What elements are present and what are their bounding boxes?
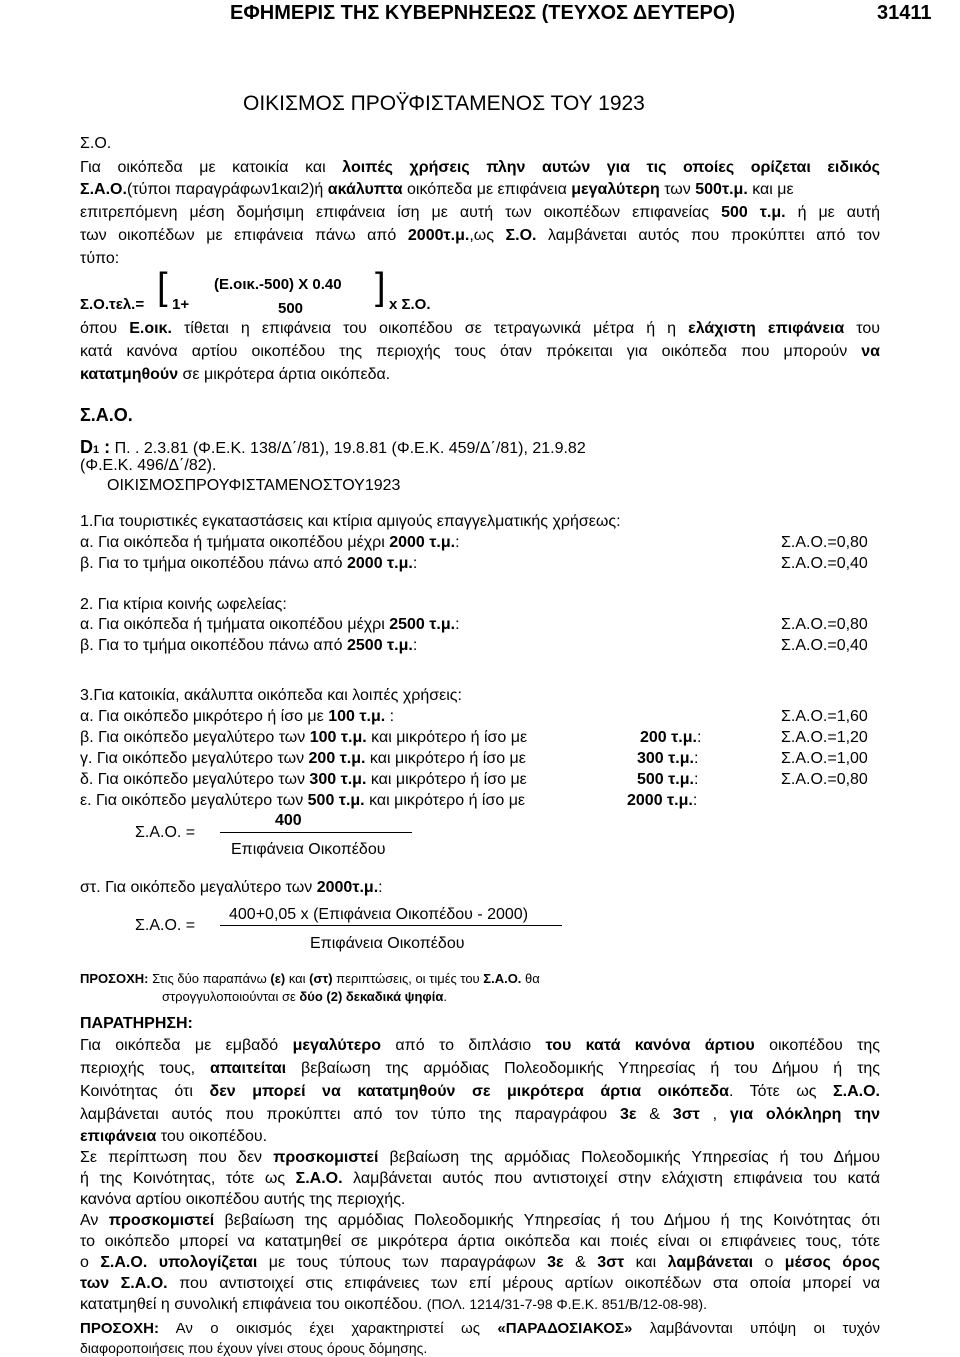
text: λαμβάνονται υπόψη οι τυχόν [632, 1320, 880, 1337]
subtitle: ΟΙΚΙΣΜΟΣΠΡΟΥΦΙΣΤΑΜΕΝΟΣΤΟΥ1923 [107, 477, 401, 494]
value: Σ.Α.Ο.=1,60 [781, 708, 868, 725]
fraction-line [220, 925, 562, 926]
text: Στις δύο παραπάνω [148, 971, 271, 986]
reference-line [80, 437, 586, 458]
text: κατά κανόνα αρτίου οικοπέδου της περιοχής τους όταν πρόκειται για οικόπεδα που μπορούν [80, 343, 862, 360]
text: και μικρότερο ή ίσο με [366, 771, 527, 788]
text: : [455, 616, 460, 633]
text: Π. . 2.3.81 (Φ.Ε.Κ. 138/Δ΄/81), 19.8.81 (Φ.Ε.Κ. 459/Δ΄/81), 21.9.82 [110, 440, 586, 457]
text-bold: Σ.Ο. [505, 227, 537, 244]
text: Αν ο οικισμός έχει χαρακτηριστεί ως [159, 1320, 498, 1337]
reference-line: (Φ.Ε.Κ. 496/Δ΄/82). [80, 457, 217, 474]
list-item [80, 879, 383, 897]
text: στ. Για οικόπεδο μεγαλύτερο των [80, 879, 317, 896]
paragraph-line [80, 1296, 707, 1314]
text-bold: Σ.Α.Ο. [80, 181, 127, 198]
paragraph-line [80, 1083, 880, 1101]
paragraph-line [80, 227, 880, 245]
paragraph-line: το οικόπεδο μπορεί να κατατμηθεί σε μικρότερα άρτια οικόπεδα και ποιές είναι οι επιφάνειες τους, τότε [80, 1233, 880, 1250]
text-bold: Σ.Α.Ο. [483, 971, 522, 986]
note-line [162, 989, 447, 1004]
text: επιτρεπόμενη μέση δομήσιμη επιφάνεια ίση με αυτή των οικοπέδων επιφανείας [80, 204, 722, 221]
list-item [80, 637, 417, 655]
text-bold: 3στ [672, 1106, 700, 1123]
text: & [563, 1254, 598, 1271]
text: ε. Για οικόπεδο μεγαλύτερο των [80, 792, 308, 809]
text: και [624, 1254, 668, 1271]
d-label: D [80, 437, 93, 457]
limit [637, 771, 698, 789]
text: . [443, 989, 447, 1004]
limit-value: 500 [637, 771, 664, 788]
list-item [80, 708, 394, 726]
text: του οικοπέδου. [156, 1128, 268, 1145]
text: περιπτώσεις, οι τιμές του [332, 971, 484, 986]
text-bold: λαμβάνεται [667, 1254, 754, 1271]
text-bold: 100 τ.μ. [309, 729, 367, 746]
text: ο [753, 1254, 785, 1271]
text: Αν [80, 1212, 109, 1229]
text-bold: 2000τ.μ. [407, 227, 470, 244]
paragraph-line [80, 320, 880, 338]
formula-lhs: Σ.Α.Ο. = [135, 917, 196, 934]
text-bold: Σ.Α.Ο. [833, 1083, 880, 1100]
formula-numerator: 400 [275, 812, 302, 829]
limit-value: 2000 [627, 792, 663, 809]
paragraph-line [80, 1170, 880, 1188]
text-bold: Σ.Α.Ο. [295, 1170, 343, 1187]
formula-denominator: 500 [278, 300, 304, 317]
fraction-line [220, 832, 412, 833]
text: οικοπέδου της [754, 1037, 881, 1054]
text: σε μικρότερα άρτια οικόπεδα. [178, 366, 391, 383]
limit-unit: τ.μ. [666, 729, 697, 746]
text: α. Για οικόπεδα ή τμήματα οικοπέδου μέχρι [80, 534, 390, 551]
text-bold: προσκομιστεί [273, 1149, 379, 1166]
d-colon: : [99, 437, 111, 457]
text-bold: προσκομιστεί [108, 1212, 215, 1229]
text: β. Για το τμήμα οικοπέδου πάνω από [80, 637, 347, 654]
text: : [378, 879, 383, 896]
paragraph-line [80, 204, 880, 222]
paragraph-line: κανόνα αρτίου οικοπέδου αυτής της περιοχής. [80, 1191, 406, 1208]
remark-title: ΠΑΡΑΤΗΡΗΣΗ: [80, 1015, 193, 1032]
text-bold: 2000τ.μ. [316, 879, 379, 896]
limit-value: 200 [640, 729, 667, 746]
group-heading: 2. Για κτίρια κοινής ωφελείας: [80, 596, 287, 613]
text: που αντιστοιχεί στις επιφάνειες των επί μέρους αρτίων οικοπέδων στα οποία μπορεί να [167, 1275, 880, 1292]
text: όπου [80, 320, 130, 337]
text: : [412, 637, 418, 654]
text-bold: να [861, 343, 880, 360]
text: ,ως [469, 227, 506, 244]
note-label: ΠΡΟΣΟΧΗ: [80, 971, 149, 986]
group-heading: 3.Για κατοικία, ακάλυπτα οικόπεδα και λοιπές χρήσεις: [80, 687, 462, 704]
text-bold: για ολόκληρη την [729, 1106, 881, 1123]
text: των [659, 181, 696, 198]
text: βεβαίωση της αρμόδιας Πολεοδομικής Υπηρεσίας ή του Δήμου [378, 1149, 881, 1166]
section-label: Σ.Α.Ο. [80, 405, 133, 425]
paragraph-line [80, 159, 880, 177]
text: Σε περίπτωση που δεν [80, 1149, 274, 1166]
limit [627, 792, 697, 810]
text-bold: ελάχιστη επιφάνεια [688, 320, 845, 337]
text: των οικοπέδων με επιφάνεια πάνω από [80, 227, 408, 244]
bracket-open: [ [157, 266, 168, 308]
paragraph-line [80, 366, 390, 384]
text: βεβαίωση της αρμόδιας Πολεοδομικής Υπηρεσίας ή του Δήμου ή της Κοινότητας ότι [214, 1212, 881, 1229]
text: με τους τύπους των παραγράφων [257, 1254, 548, 1271]
text-bold: 2000 τ.μ. [347, 555, 413, 572]
text: δ. Για οικόπεδο μεγαλύτερο των [80, 771, 310, 788]
paragraph-line: τύπο: [80, 250, 120, 267]
text-bold: 300 τ.μ. [309, 771, 367, 788]
paragraph-line [80, 1060, 880, 1078]
d-subscript: 1 [93, 444, 100, 456]
text: α. Για οικόπεδο μικρότερο ή ίσο με [80, 708, 329, 725]
text: και μικρότερο ή ίσο με [365, 750, 526, 767]
text-bold: επιφάνεια [80, 1128, 157, 1145]
text: περιοχής τους, [80, 1060, 211, 1077]
value: Σ.Α.Ο.=0,40 [781, 637, 868, 654]
text-bold: 500 τ.μ. [307, 792, 365, 809]
limit-unit: τ.μ. [663, 771, 694, 788]
list-item [80, 616, 460, 634]
formula-numerator: 400+0,05 x (Επιφάνεια Οικοπέδου - 2000) [229, 906, 529, 923]
paragraph-line [80, 1254, 880, 1272]
colon: : [692, 792, 698, 809]
value: Σ.Α.Ο.=0,80 [781, 771, 868, 788]
text: : [412, 555, 418, 572]
value: Σ.Α.Ο.=0,80 [781, 616, 868, 633]
text: γ. Για οικόπεδο μεγαλύτερο των [80, 750, 309, 767]
text-bold: 3στ [597, 1254, 625, 1271]
formula-numerator: (Ε.οικ.-500) Χ 0.40 [214, 276, 342, 293]
limit [637, 750, 698, 768]
text: . Τότε ως [728, 1083, 834, 1100]
colon: : [696, 729, 702, 746]
formula-rhs: x Σ.Ο. [389, 296, 431, 313]
colon: : [693, 750, 699, 767]
text: λαμβάνεται αυτός που προκύπτει από τον [536, 227, 881, 244]
text-bold: Ε.οικ. [129, 320, 172, 337]
text: Για οικόπεδα με εμβαδό [80, 1037, 293, 1054]
list-item [80, 771, 527, 789]
note-label: ΠΡΟΣΟΧΗ: [80, 1320, 160, 1337]
value: Σ.Α.Ο.=1,00 [781, 750, 868, 767]
text: τίθεται η επιφάνεια του οικοπέδου σε τετραγωνικά μέτρα ή η [171, 320, 689, 337]
text: από το διπλάσιο [381, 1037, 546, 1054]
text-bold: 100 τ.μ. [328, 708, 386, 725]
paragraph-line [80, 1275, 880, 1293]
limit-unit: τ.μ. [662, 792, 693, 809]
paragraph-line [80, 1149, 880, 1167]
citation: (ΠΟΛ. 1214/31-7-98 Φ.Ε.Κ. 851/Β/12-08-98). [426, 1296, 707, 1312]
text: ο [80, 1254, 101, 1271]
list-item [80, 534, 460, 552]
formula-denominator: Επιφάνεια Οικοπέδου [310, 935, 465, 952]
text-bold: (ε) [270, 971, 286, 986]
text-bold: 2500 τ.μ. [347, 637, 413, 654]
text-bold: 3ε [619, 1106, 637, 1123]
text: λαμβάνεται αυτός που αντιστοιχεί στην ελάχιστη επιφάνεια του κατά [342, 1170, 880, 1187]
list-item [80, 750, 526, 768]
note-line [80, 971, 540, 986]
formula-denominator: Επιφάνεια Οικοπέδου [231, 841, 386, 858]
paragraph-line [80, 1128, 267, 1146]
text-bold: (στ) [309, 971, 333, 986]
limit-value: 300 [637, 750, 664, 767]
text: Κοινότητας ότι [80, 1083, 210, 1100]
paragraph-line [80, 1106, 880, 1124]
text: : [385, 708, 395, 725]
text: οικόπεδα με επιφάνεια [402, 181, 572, 198]
text-bold: λοιπές χρήσεις πλην αυτών για τις οποίες ορίζεται ειδικός [342, 159, 881, 176]
paragraph-line [80, 181, 880, 199]
text: στρογγυλοποιούνται σε [162, 989, 300, 1004]
list-item [80, 729, 527, 747]
text-bold: μέσος όρος [784, 1254, 881, 1271]
text: ή της Κοινότητας, τότε ως [80, 1170, 296, 1187]
text: : [455, 534, 460, 551]
value: Σ.Α.Ο.=0,40 [781, 555, 868, 572]
colon: : [693, 771, 699, 788]
text-bold: 200 τ.μ. [308, 750, 366, 767]
limit-unit: τ.μ. [663, 750, 694, 767]
text-bold: 500 τ.μ. [721, 204, 786, 221]
text: και μικρότερο ή ίσο με [366, 729, 528, 746]
paragraph-line [80, 343, 880, 361]
text-bold: δύο (2) δεκαδικά ψηφία [299, 989, 444, 1004]
note2-first-line [80, 1320, 880, 1337]
text-bold: των Σ.Α.Ο. [80, 1275, 168, 1292]
section-title: ΟΙΚΙΣΜΟΣ ΠΡΟΫΦΙΣΤΑΜΕΝΟΣ ΤΟΥ 1923 [243, 92, 645, 115]
text-bold: δεν μπορεί να κατατμηθούν σε μικρότερα άρτια οικόπεδα [209, 1083, 729, 1100]
text: και με [747, 181, 794, 198]
text: και [285, 971, 310, 986]
header-title: ΕΦΗΜΕΡΙΣ ΤΗΣ ΚΥΒΕΡΝΗΣΕΩΣ (ΤΕΥΧΟΣ ΔΕΥΤΕΡΟ) [230, 2, 736, 24]
formula-lhs: Σ.Ο.τελ.= [80, 296, 145, 313]
text: βεβαίωση της αρμόδιας Πολεοδομικής Υπηρεσίας ή του Δήμου ή της [286, 1060, 881, 1077]
text: (τύποι παραγράφων1και2)ή [126, 181, 328, 198]
bracket-close: ] [375, 266, 386, 308]
formula-lhs: Σ.Α.Ο. = [135, 824, 196, 841]
text: , [699, 1106, 730, 1123]
section-label: Σ.Ο. [80, 135, 112, 152]
value: Σ.Α.Ο.=1,20 [781, 729, 868, 746]
value: Σ.Α.Ο.=0,80 [781, 534, 868, 551]
text-bold: μεγαλύτερο [292, 1037, 382, 1054]
text: λαμβάνεται αυτός που προκύπτει από τον τύπο της παραγράφου [80, 1106, 620, 1123]
text-bold: Σ.Α.Ο. υπολογίζεται [100, 1254, 258, 1271]
text-bold: 500τ.μ. [695, 181, 748, 198]
text-bold: 3ε [547, 1254, 564, 1271]
paragraph-line [80, 1037, 880, 1055]
text: & [636, 1106, 673, 1123]
text-bold: του κατά κανόνα άρτιου [545, 1037, 755, 1054]
formula-one-plus: 1+ [172, 296, 190, 313]
page-number: 31411 [877, 2, 932, 24]
text-bold: 2000 τ.μ. [389, 534, 456, 551]
text-bold: απαιτείται [210, 1060, 287, 1077]
text: κατατμηθεί η συνολική επιφάνεια του οικοπέδου. [80, 1296, 427, 1313]
group-heading: 1.Για τουριστικές εγκαταστάσεις και κτίρια αμιγούς επαγγελματικής χρήσεως: [80, 513, 621, 530]
text-bold: 2500 τ.μ. [389, 616, 456, 633]
paragraph-line [80, 1212, 880, 1230]
limit [640, 729, 701, 747]
text: β. Για το τμήμα οικοπέδου πάνω από [80, 555, 347, 572]
list-item [80, 792, 525, 810]
text: θα [521, 971, 540, 986]
list-item [80, 555, 417, 573]
text: α. Για οικόπεδα ή τμήματα οικοπέδου μέχρι [80, 616, 390, 633]
text: Για οικόπεδα με κατοικία και [80, 159, 343, 176]
text-bold: κατατμηθούν [80, 366, 179, 383]
text-bold: «ΠΑΡΑΔΟΣΙΑΚΟΣ» [497, 1320, 633, 1337]
text-bold: μεγαλύτερη [571, 181, 660, 198]
text: β. Για οικόπεδο μεγαλύτερο των [80, 729, 310, 746]
text-bold: ακάλυπτα [327, 181, 403, 198]
text: του [844, 320, 880, 337]
text: και μικρότερο ή ίσο με [364, 792, 526, 809]
note2-second-line: διαφοροποιήσεις που έχουν γίνει στους όρους δόμησης. [80, 1340, 428, 1356]
text: ή με αυτή [785, 204, 880, 221]
